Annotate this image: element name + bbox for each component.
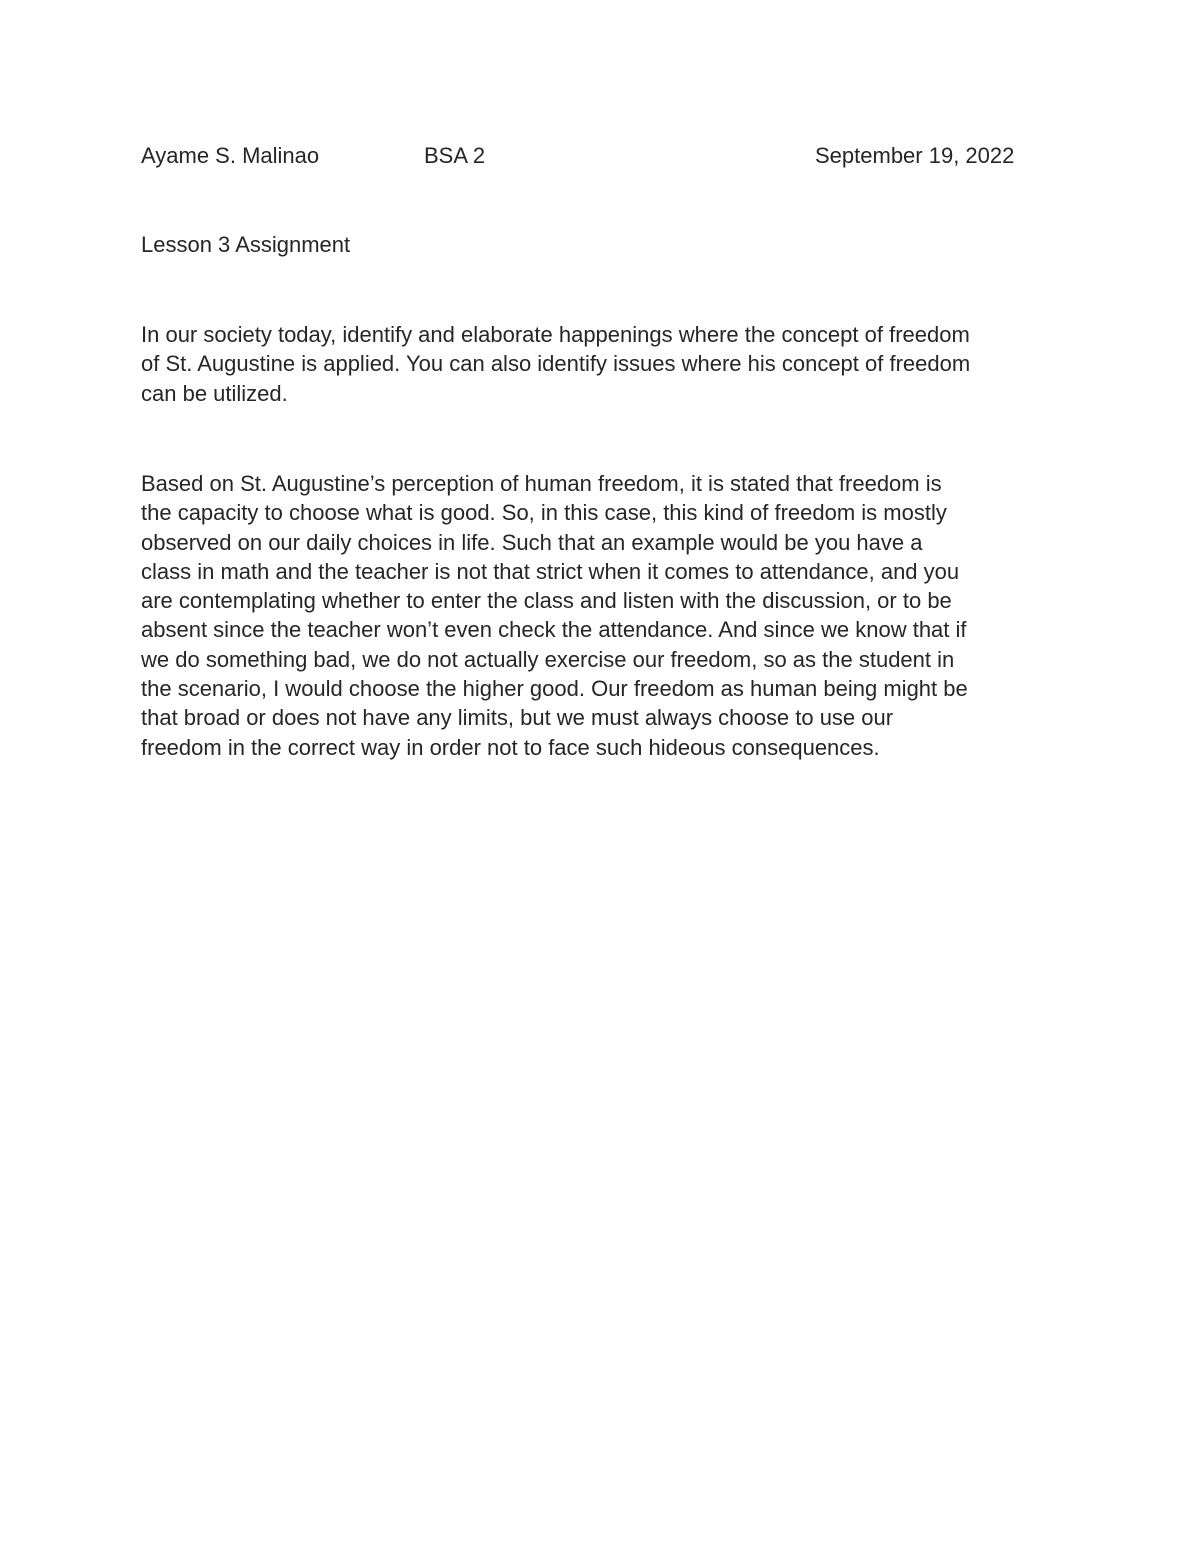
answer-line: observed on our daily choices in life. Such that an example would be you have a — [141, 529, 923, 555]
answer-line: the scenario, I would choose the higher good. Our freedom as human being might be — [141, 676, 968, 702]
prompt-line: In our society today, identify and elaborate happenings where the concept of freedom — [141, 322, 970, 347]
course-label: BSA 2 — [424, 143, 486, 168]
prompt-line: of St. Augustine is applied. You can also identify issues where his concept of freedom — [141, 351, 971, 377]
prompt-paragraph — [141, 320, 1061, 408]
answer-paragraph — [141, 469, 1061, 762]
answer-line: are contemplating whether to enter the class and listen with the discussion, or to be — [141, 588, 952, 614]
assignment-title: Lesson 3 Assignment — [141, 232, 351, 257]
answer-line: absent since the teacher won’t even check the attendance. And since we know that if — [141, 617, 967, 643]
answer-line: we do something bad, we do not actually exercise our freedom, so as the student in — [141, 646, 955, 672]
answer-line: class in math and the teacher is not that strict when it comes to attendance, and you — [141, 558, 960, 584]
answer-line: that broad or does not have any limits, but we must always choose to use our — [141, 705, 894, 731]
date-label: September 19, 2022 — [815, 143, 1015, 168]
header-row — [141, 141, 1061, 173]
answer-line: the capacity to choose what is good. So, in this case, this kind of freedom is mostly — [141, 500, 947, 526]
answer-line: Based on St. Augustine’s perception of human freedom, it is stated that freedom is — [141, 471, 942, 496]
prompt-line: can be utilized. — [141, 380, 288, 406]
answer-line: freedom in the correct way in order not to face such hideous consequences. — [141, 734, 880, 760]
student-name: Ayame S. Malinao — [141, 143, 320, 168]
